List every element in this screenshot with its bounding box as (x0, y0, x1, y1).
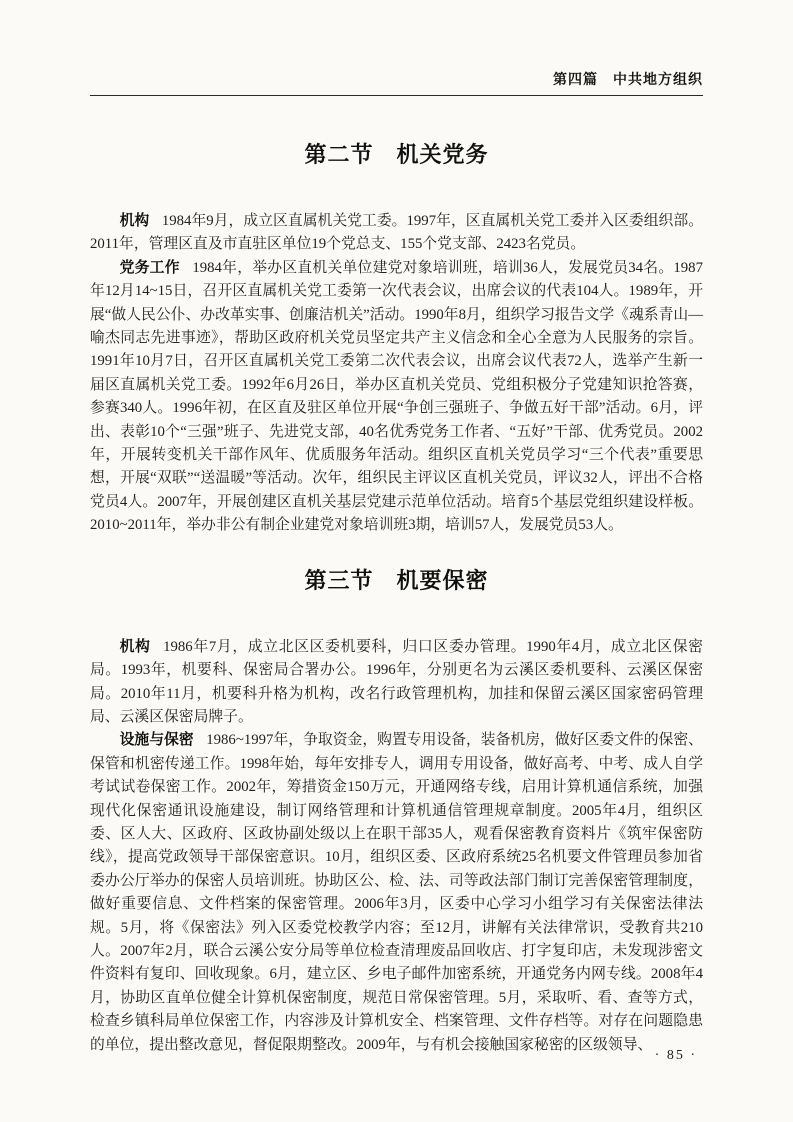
paragraph-organization-2 (90, 636, 703, 730)
paragraph-text: 1986~1997年，争取资金，购置专用设备，装备机房，做好区委文件的保密、保管和机密传递工作。1998年始，每年安排专人，调用专用设备，做好高考、中考、成人自学考试试卷保密工作。2002年，筹措资金150万元，开通网络专线，启用计算机通信系统，加强现代化保密通讯设施建设，制订网络管理和计算机通信管理规章制度。2005年4月，组织区委、区人大、区政府、区政协副处级以上在职干部35人，观看保密教育资料片《筑牢保密防线》，提高党政领导干部保密意识。10月，组织区委、区政府系统25名机要文件管理员参加省委办公厅举办的保密人员培训班。协助区公、检、法、司等政法部门制订完善保密管理制度，做好重要信息、文件档案的保密管理。2006年3月，区委中心学习小组学习有关保密法律法规。5月，将《保密法》列入区委党校教学内容；至12月，讲解有关法律常识，受教育共210人。2007年2月，联合云溪公安分局等单位检查清理废品回收店、打字复印店，未发现涉密文件资料有复印、回收现象。6月，建立区、乡电子邮件加密系统，开通党务内网专线。2008年4月，协助区直单位健全计算机保密制度，规范日常保密管理。5月，采取听、看、查等方式，检查乡镇科局单位保密工作，内容涉及计算机安全、档案管理、文件存档等。对存在问题隐患的单位，提出整改意见，督促限期整改。2009年，与有机会接触国家秘密的区级领导、 (90, 732, 703, 1053)
section-title-confidentiality: 第三节 机要保密 (304, 567, 489, 593)
running-header: 第四篇 中共地方组织 (553, 71, 703, 87)
section-title-organ-party-affairs: 第二节 机关党务 (304, 142, 489, 167)
page-number: · 85 · (654, 1048, 697, 1063)
paragraph-facilities-secrecy (90, 729, 703, 1057)
paragraph-party-work (90, 257, 703, 538)
paragraph-lead-term: 机构 (119, 213, 150, 229)
paragraph-text: 1984年，举办区直机关单位建党对象培训班，培训36人，发展党员34名。1987年12月14~15日，召开区直属机关党工委第一次代表会议，出席会议的代表104人。1989年，开展“做人民公仆、办改革实事、创廉洁机关”活动。1990年8月，组织学习报告文学《魂系青山—喻杰同志先进事迹》，帮助区政府机关党员坚定共产主义信念和全心全意为人民服务的宗旨。1991年10月7日，召开区直属机关党工委第二次代表会议，出席会议代表72人，选举产生新一届区直属机关党工委。1992年6月26日，举办区直机关党员、党组积极分子党建知识抢答赛，参赛340人。1996年初，在区直及驻区单位开展“争创三强班子、争做五好干部”活动。6月，评出、表彰10个“三强”班子、先进党支部，40名优秀党务工作者、“五好”干部、优秀党员。2002年，开展转变机关干部作风年、优质服务年活动。组织区直机关党员学习“三个代表”重要思想，开展“双联”“送温暖”等活动。次年，组织民主评议区直机关党员，评议32人，评出不合格党员4人。2007年，开展创建区直机关基层党建示范单位活动。培育5个基层党组织建设样板。2010~2011年，举办非公有制企业建党对象培训班3期，培训57人，发展党员53人。 (90, 259, 703, 534)
paragraph-lead-term: 党务工作 (119, 259, 180, 276)
paragraph-text: 1986年7月，成立北区区委机要科，归口区委办管理。1990年4月，成立北区保密局。1993年，机要科、保密局合署办公。1996年，分别更名为云溪区委机要科、云溪区保密局。2010年11月，机要科升格为机构，改名行政管理机构，加挂和保留云溪区国家密码管理局、云溪区保密局牌子。 (90, 638, 703, 725)
header-rule (90, 95, 703, 96)
paragraph-lead-term: 机构 (119, 638, 151, 655)
paragraph-text: 1984年9月，成立区直属机关党工委。1997年，区直属机关党工委并入区委组织部。2011年，管理区直及市直驻区单位19个党总支、155个党支部、2423名党员。 (90, 213, 703, 253)
paragraph-lead-term: 设施与保密 (119, 732, 194, 749)
paragraph-organization (90, 210, 703, 257)
